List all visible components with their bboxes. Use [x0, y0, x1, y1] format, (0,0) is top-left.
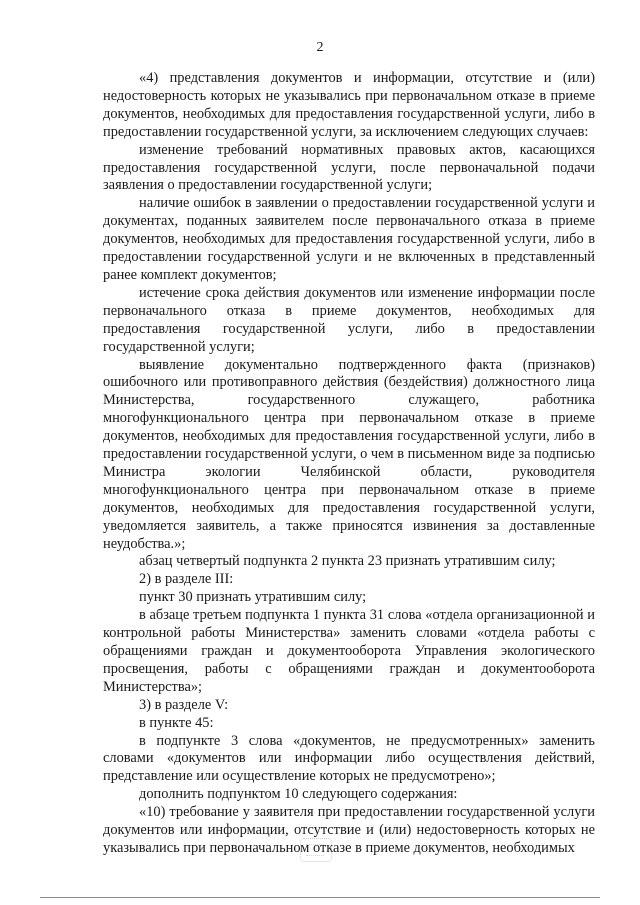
paragraph: в пункте 45:: [139, 714, 214, 731]
paragraph: абзац четвертый подпункта 2 пункта 23 признать утратившим силу;: [139, 553, 556, 570]
faint-stamp-mark: [300, 838, 332, 862]
bottom-scan-edge: [40, 897, 600, 898]
paragraph: 2) в разделе III:: [139, 571, 234, 588]
paragraph: наличие ошибок в заявлении о предоставлении государственной услуги и документах, поданных заявителем после первоначального отказа в приеме документов, необходимых для предоставления государственной услуги, либо в предоставлении государственной услуги и не включенных в представленный ранее комплект документов;: [103, 195, 595, 283]
paragraph: пункт 30 признать утратившим силу;: [139, 589, 367, 606]
paragraph: изменение требований нормативных правовых актов, касающихся предоставления государственной услуги, после первоначальной подачи заявления о предоставлении государственной услуги;: [103, 141, 595, 194]
paragraph: «4) представления документов и информации, отсутствие и (или) недостоверность которых не указывались при первоначальном отказе в приеме документов, необходимых для предоставления государственной услуги, либо в предоставлении государственной услуги, за исключением следующих случаев:: [103, 70, 595, 140]
paragraph: в абзаце третьем подпункта 1 пункта 31 слова «отдела организационной и контрольной работы Министерства» заменить словами «отдела работы с обращениями граждан и документооборота Управления экологического просвещения, работы с обращениями граждан и документооборота Министерства»;: [103, 607, 595, 695]
paragraph: истечение срока действия документов или изменение информации после первоначального отказа в приеме документов, необходимых для предоставления государственной услуги, либо в предоставлении государственной услуги;: [103, 284, 595, 355]
paragraph: «10) требование у заявителя при предоставлении государственной услуги документов или информации, отсутствие и (или) недостоверность которых не указывались при первоначальном отказе в приеме документов, необходимых: [103, 804, 595, 856]
page-number: 2: [316, 40, 324, 55]
paragraph: выявление документально подтвержденного факта (признаков) ошибочного или противоправного действия (бездействия) должностного лица Министерства, государственного служащего, работника многофункционального центра при первоначальном отказе в приеме документов, необходимых для предоставления государственной услуги, либо в предоставлении государственной услуги, о чем в письменном виде за подписью Министра экологии Челябинской области, руководителя многофункционального центра при первоначальном отказе в приеме документов, необходимых для предоставления государственной услуги, уведомляется заявитель, а также приносятся извинения за доставленные неудобства.»;: [103, 356, 595, 552]
paragraph: 3) в разделе V:: [139, 696, 229, 713]
document-body: [103, 70, 595, 858]
paragraph: в подпункте 3 слова «документов, не предусмотренных» заменить словами «документов или информации либо осуществления действий, представление или осуществление которых не предусмотрено»;: [103, 732, 595, 785]
paragraph: дополнить подпунктом 10 следующего содержания:: [139, 786, 458, 803]
